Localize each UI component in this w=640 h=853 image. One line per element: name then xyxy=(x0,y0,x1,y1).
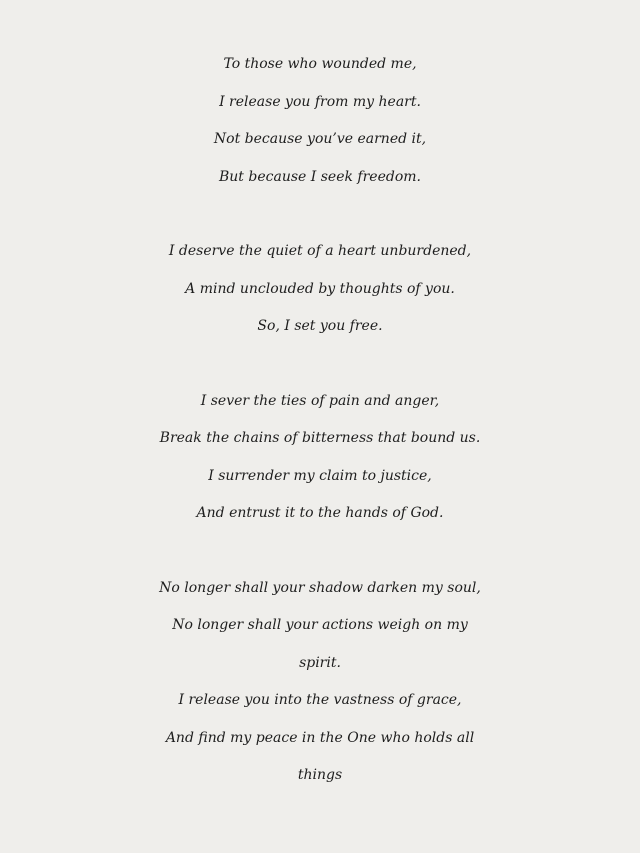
poem-line: No longer shall your shadow darken my soul, xyxy=(159,579,481,596)
poem-line: I deserve the quiet of a heart unburdened, xyxy=(168,243,472,259)
poem-line: A mind unclouded by thoughts of you. xyxy=(185,280,455,297)
stanza-4 xyxy=(0,570,640,795)
poem-line: Break the chains of bitterness that bound us. xyxy=(159,430,481,446)
poem-line: I release you into the vastness of grace, xyxy=(178,692,462,708)
poem-line: things xyxy=(297,767,343,783)
stanza-3 xyxy=(0,383,640,533)
poem-line: I surrender my claim to justice, xyxy=(208,467,432,484)
poem-line: To those who wounded me, xyxy=(223,56,417,72)
poem-line: spirit. xyxy=(299,654,341,671)
poem-line: And find my peace in the One who holds all xyxy=(165,729,475,746)
poem-line: But because I seek freedom. xyxy=(219,168,421,185)
poem-line: Not because you’ve earned it, xyxy=(213,131,427,147)
poem xyxy=(0,46,640,832)
poem-line: And entrust it to the hands of God. xyxy=(196,505,444,521)
poem-line: I sever the ties of pain and anger, xyxy=(200,392,440,409)
poem-line: No longer shall your actions weigh on my xyxy=(172,617,468,633)
stanza-1 xyxy=(0,46,640,196)
stanza-2 xyxy=(0,233,640,346)
poem-line: So, I set you free. xyxy=(257,318,383,334)
poem-line: I release you from my heart. xyxy=(219,93,421,110)
